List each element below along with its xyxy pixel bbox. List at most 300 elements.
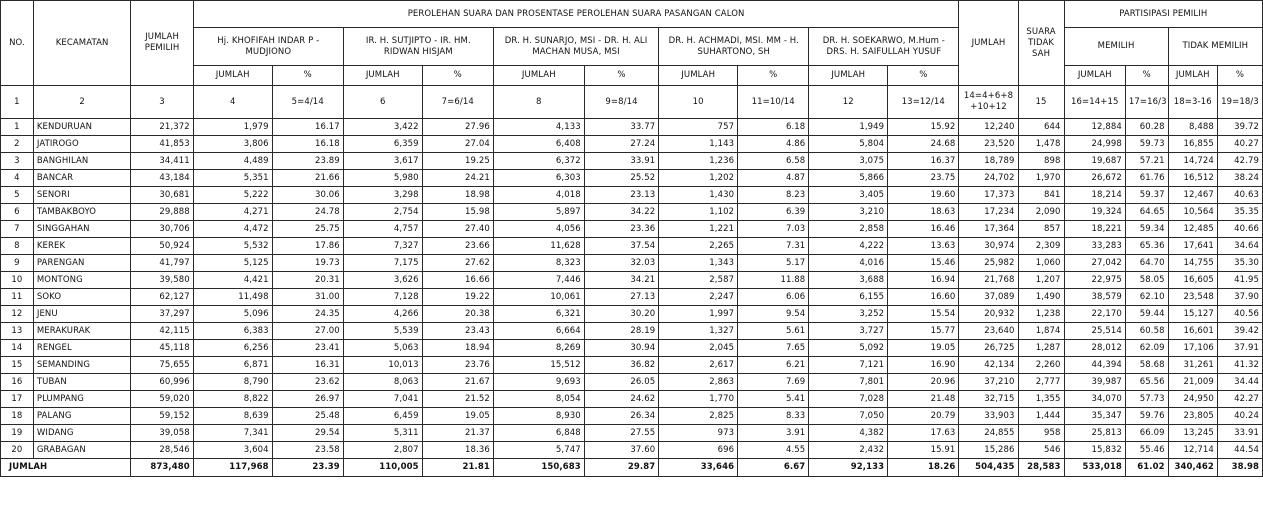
row-number-cell: 20 — [1, 442, 34, 459]
value-cell: 7,341 — [193, 425, 272, 442]
column-number-cell: 11=10/14 — [738, 86, 809, 119]
total-row — [1, 459, 1263, 477]
value-cell: 1,970 — [1018, 170, 1064, 187]
column-number-cell: 18=3-16 — [1168, 86, 1217, 119]
value-cell: 4,018 — [493, 187, 584, 204]
header-candidate-2: IR. H. SUTJIPTO - IR. HM. RIDWAN HISJAM — [343, 28, 493, 66]
value-cell: 1,202 — [659, 170, 738, 187]
value-cell: 45,118 — [131, 340, 193, 357]
value-cell: 15,127 — [1168, 306, 1217, 323]
table-row — [1, 442, 1263, 459]
value-cell: 75,655 — [131, 357, 193, 374]
value-cell: 59.37 — [1125, 187, 1168, 204]
value-cell: 24,855 — [959, 425, 1018, 442]
value-cell: 7,128 — [343, 289, 422, 306]
value-cell: 8,054 — [493, 391, 584, 408]
table-row — [1, 323, 1263, 340]
value-cell: 28,012 — [1064, 340, 1125, 357]
value-cell: 39,987 — [1064, 374, 1125, 391]
value-cell: 31.00 — [272, 289, 343, 306]
column-number-cell: 3 — [131, 86, 193, 119]
value-cell: 16.94 — [888, 272, 959, 289]
table-row — [1, 153, 1263, 170]
value-cell: 27.13 — [584, 289, 658, 306]
value-cell: 39.42 — [1217, 323, 1262, 340]
value-cell: 26.05 — [584, 374, 658, 391]
value-cell: 33.91 — [1217, 425, 1262, 442]
value-cell: 6.58 — [738, 153, 809, 170]
row-number-cell: 8 — [1, 238, 34, 255]
value-cell: 34.64 — [1217, 238, 1262, 255]
value-cell: 26.97 — [272, 391, 343, 408]
value-cell: 3,252 — [809, 306, 888, 323]
value-cell: 15,832 — [1064, 442, 1125, 459]
value-cell: 58.05 — [1125, 272, 1168, 289]
value-cell: 37.54 — [584, 238, 658, 255]
value-cell: 6,155 — [809, 289, 888, 306]
column-number-cell: 1 — [1, 86, 34, 119]
subheader-pct: % — [584, 66, 658, 86]
value-cell: 20.96 — [888, 374, 959, 391]
value-cell: 59.76 — [1125, 408, 1168, 425]
value-cell: 40.63 — [1217, 187, 1262, 204]
value-cell: 5,311 — [343, 425, 422, 442]
value-cell: 29.54 — [272, 425, 343, 442]
value-cell: 23.75 — [888, 170, 959, 187]
kecamatan-cell: PARENGAN — [33, 255, 130, 272]
value-cell: 757 — [659, 119, 738, 136]
value-cell: 24.62 — [584, 391, 658, 408]
value-cell: 32.03 — [584, 255, 658, 272]
row-number-cell: 3 — [1, 153, 34, 170]
total-value-cell: 92,133 — [809, 459, 888, 477]
value-cell: 59,152 — [131, 408, 193, 425]
value-cell: 27.00 — [272, 323, 343, 340]
value-cell: 11,628 — [493, 238, 584, 255]
kecamatan-cell: MONTONG — [33, 272, 130, 289]
value-cell: 23.36 — [584, 221, 658, 238]
value-cell: 61.76 — [1125, 170, 1168, 187]
value-cell: 16.46 — [888, 221, 959, 238]
value-cell: 6,848 — [493, 425, 584, 442]
header-tidak-memilih: TIDAK MEMILIH — [1168, 28, 1262, 66]
subheader-pct: % — [272, 66, 343, 86]
value-cell: 7,801 — [809, 374, 888, 391]
value-cell: 28,546 — [131, 442, 193, 459]
value-cell: 37.60 — [584, 442, 658, 459]
value-cell: 57.73 — [1125, 391, 1168, 408]
value-cell: 26,672 — [1064, 170, 1125, 187]
row-number-cell: 13 — [1, 323, 34, 340]
value-cell: 1,287 — [1018, 340, 1064, 357]
row-number-cell: 12 — [1, 306, 34, 323]
value-cell: 30,974 — [959, 238, 1018, 255]
value-cell: 5,897 — [493, 204, 584, 221]
value-cell: 34,411 — [131, 153, 193, 170]
value-cell: 41.32 — [1217, 357, 1262, 374]
table-row — [1, 187, 1263, 204]
value-cell: 1,430 — [659, 187, 738, 204]
value-cell: 60.28 — [1125, 119, 1168, 136]
value-cell: 6,321 — [493, 306, 584, 323]
value-cell: 23,520 — [959, 136, 1018, 153]
value-cell: 25,813 — [1064, 425, 1125, 442]
value-cell: 25.75 — [272, 221, 343, 238]
value-cell: 59.73 — [1125, 136, 1168, 153]
subheader-jumlah: JUMLAH — [493, 66, 584, 86]
value-cell: 20,932 — [959, 306, 1018, 323]
value-cell: 35.35 — [1217, 204, 1262, 221]
value-cell: 5.41 — [738, 391, 809, 408]
value-cell: 23,805 — [1168, 408, 1217, 425]
subheader-pct: % — [738, 66, 809, 86]
value-cell: 30.06 — [272, 187, 343, 204]
value-cell: 25.52 — [584, 170, 658, 187]
value-cell: 33.91 — [584, 153, 658, 170]
value-cell: 44.54 — [1217, 442, 1262, 459]
subheader-jumlah: JUMLAH — [809, 66, 888, 86]
value-cell: 3.91 — [738, 425, 809, 442]
value-cell: 23.13 — [584, 187, 658, 204]
value-cell: 4,266 — [343, 306, 422, 323]
value-cell: 18.36 — [422, 442, 493, 459]
value-cell: 1,444 — [1018, 408, 1064, 425]
subheader-pct: % — [1125, 66, 1168, 86]
table-row — [1, 170, 1263, 187]
table-row — [1, 425, 1263, 442]
kecamatan-cell: KENDURUAN — [33, 119, 130, 136]
value-cell: 6,383 — [193, 323, 272, 340]
value-cell: 3,806 — [193, 136, 272, 153]
value-cell: 5,747 — [493, 442, 584, 459]
value-cell: 65.56 — [1125, 374, 1168, 391]
value-cell: 8,822 — [193, 391, 272, 408]
value-cell: 23,640 — [959, 323, 1018, 340]
value-cell: 23.41 — [272, 340, 343, 357]
value-cell: 33.77 — [584, 119, 658, 136]
kecamatan-cell: GRABAGAN — [33, 442, 130, 459]
total-value-cell: 6.67 — [738, 459, 809, 477]
value-cell: 19,687 — [1064, 153, 1125, 170]
value-cell: 6,359 — [343, 136, 422, 153]
value-cell: 16.90 — [888, 357, 959, 374]
value-cell: 27,042 — [1064, 255, 1125, 272]
kecamatan-cell: SOKO — [33, 289, 130, 306]
value-cell: 8.23 — [738, 187, 809, 204]
value-cell: 4,757 — [343, 221, 422, 238]
value-cell: 5,980 — [343, 170, 422, 187]
column-number-cell: 8 — [493, 86, 584, 119]
value-cell: 5,092 — [809, 340, 888, 357]
table-body — [1, 86, 1263, 477]
value-cell: 36.82 — [584, 357, 658, 374]
value-cell: 44,394 — [1064, 357, 1125, 374]
table-row — [1, 272, 1263, 289]
value-cell: 1,238 — [1018, 306, 1064, 323]
column-number-cell: 17=16/3 — [1125, 86, 1168, 119]
total-value-cell: 33,646 — [659, 459, 738, 477]
value-cell: 31,261 — [1168, 357, 1217, 374]
kecamatan-cell: MERAKURAK — [33, 323, 130, 340]
value-cell: 958 — [1018, 425, 1064, 442]
value-cell: 19.60 — [888, 187, 959, 204]
value-cell: 7.03 — [738, 221, 809, 238]
value-cell: 6,664 — [493, 323, 584, 340]
row-number-cell: 14 — [1, 340, 34, 357]
value-cell: 59.44 — [1125, 306, 1168, 323]
value-cell: 18.94 — [422, 340, 493, 357]
value-cell: 1,478 — [1018, 136, 1064, 153]
value-cell: 40.24 — [1217, 408, 1262, 425]
value-cell: 33,283 — [1064, 238, 1125, 255]
value-cell: 30.20 — [584, 306, 658, 323]
column-number-cell: 16=14+15 — [1064, 86, 1125, 119]
value-cell: 42,134 — [959, 357, 1018, 374]
value-cell: 2,807 — [343, 442, 422, 459]
value-cell: 4,056 — [493, 221, 584, 238]
value-cell: 2,260 — [1018, 357, 1064, 374]
header-candidate-1: Hj. KHOFIFAH INDAR P - MUDJIONO — [193, 28, 343, 66]
value-cell: 5.61 — [738, 323, 809, 340]
value-cell: 6,871 — [193, 357, 272, 374]
value-cell: 4,133 — [493, 119, 584, 136]
value-cell: 5,539 — [343, 323, 422, 340]
value-cell: 8,639 — [193, 408, 272, 425]
value-cell: 3,422 — [343, 119, 422, 136]
value-cell: 7.69 — [738, 374, 809, 391]
value-cell: 40.27 — [1217, 136, 1262, 153]
value-cell: 7,028 — [809, 391, 888, 408]
total-value-cell: 150,683 — [493, 459, 584, 477]
value-cell: 18,221 — [1064, 221, 1125, 238]
value-cell: 21.37 — [422, 425, 493, 442]
row-number-cell: 4 — [1, 170, 34, 187]
value-cell: 5,125 — [193, 255, 272, 272]
header-candidate-3: DR. H. SUNARJO, MSI - DR. H. ALI MACHAN MUSA, MSI — [493, 28, 658, 66]
value-cell: 2,863 — [659, 374, 738, 391]
value-cell: 17.86 — [272, 238, 343, 255]
value-cell: 14,724 — [1168, 153, 1217, 170]
value-cell: 23.66 — [422, 238, 493, 255]
value-cell: 59,020 — [131, 391, 193, 408]
value-cell: 16.31 — [272, 357, 343, 374]
value-cell: 16.37 — [888, 153, 959, 170]
table-row — [1, 255, 1263, 272]
total-value-cell: 18.26 — [888, 459, 959, 477]
value-cell: 21.67 — [422, 374, 493, 391]
row-number-cell: 19 — [1, 425, 34, 442]
subheader-pct: % — [422, 66, 493, 86]
value-cell: 23.62 — [272, 374, 343, 391]
row-number-cell: 7 — [1, 221, 34, 238]
value-cell: 8,930 — [493, 408, 584, 425]
value-cell: 19,324 — [1064, 204, 1125, 221]
value-cell: 10,013 — [343, 357, 422, 374]
header-jumlah-total: JUMLAH — [959, 1, 1018, 86]
value-cell: 60.58 — [1125, 323, 1168, 340]
value-cell: 21,372 — [131, 119, 193, 136]
value-cell: 1,143 — [659, 136, 738, 153]
value-cell: 17,641 — [1168, 238, 1217, 255]
value-cell: 30,706 — [131, 221, 193, 238]
value-cell: 42.79 — [1217, 153, 1262, 170]
value-cell: 62.10 — [1125, 289, 1168, 306]
value-cell: 18.63 — [888, 204, 959, 221]
value-cell: 7,175 — [343, 255, 422, 272]
value-cell: 25.48 — [272, 408, 343, 425]
value-cell: 3,075 — [809, 153, 888, 170]
header-suara-tidak-sah: SUARA TIDAK SAH — [1018, 1, 1064, 86]
value-cell: 25,514 — [1064, 323, 1125, 340]
value-cell: 5,063 — [343, 340, 422, 357]
table-row — [1, 306, 1263, 323]
row-number-cell: 17 — [1, 391, 34, 408]
value-cell: 7.65 — [738, 340, 809, 357]
value-cell: 12,240 — [959, 119, 1018, 136]
value-cell: 62,127 — [131, 289, 193, 306]
value-cell: 898 — [1018, 153, 1064, 170]
value-cell: 23.76 — [422, 357, 493, 374]
value-cell: 7,041 — [343, 391, 422, 408]
value-cell: 16.18 — [272, 136, 343, 153]
value-cell: 6.39 — [738, 204, 809, 221]
value-cell: 24,950 — [1168, 391, 1217, 408]
value-cell: 857 — [1018, 221, 1064, 238]
subheader-jumlah: JUMLAH — [1064, 66, 1125, 86]
value-cell: 38.24 — [1217, 170, 1262, 187]
value-cell: 3,727 — [809, 323, 888, 340]
value-cell: 17,234 — [959, 204, 1018, 221]
value-cell: 19.25 — [422, 153, 493, 170]
value-cell: 15.91 — [888, 442, 959, 459]
table-row — [1, 357, 1263, 374]
value-cell: 19.05 — [888, 340, 959, 357]
value-cell: 15.77 — [888, 323, 959, 340]
value-cell: 1,343 — [659, 255, 738, 272]
header-partisipasi: PARTISIPASI PEMILIH — [1064, 1, 1262, 28]
value-cell: 16,855 — [1168, 136, 1217, 153]
value-cell: 27.40 — [422, 221, 493, 238]
value-cell: 27.62 — [422, 255, 493, 272]
value-cell: 16,512 — [1168, 170, 1217, 187]
value-cell: 1,102 — [659, 204, 738, 221]
value-cell: 12,485 — [1168, 221, 1217, 238]
value-cell: 57.21 — [1125, 153, 1168, 170]
table-row — [1, 391, 1263, 408]
value-cell: 11,498 — [193, 289, 272, 306]
kecamatan-cell: PLUMPANG — [33, 391, 130, 408]
column-number-cell: 12 — [809, 86, 888, 119]
value-cell: 55.46 — [1125, 442, 1168, 459]
value-cell: 3,405 — [809, 187, 888, 204]
value-cell: 2,090 — [1018, 204, 1064, 221]
header-row-1 — [1, 1, 1263, 28]
value-cell: 25,982 — [959, 255, 1018, 272]
value-cell: 1,997 — [659, 306, 738, 323]
value-cell: 3,688 — [809, 272, 888, 289]
kecamatan-cell: BANCAR — [33, 170, 130, 187]
value-cell: 841 — [1018, 187, 1064, 204]
value-cell: 37.91 — [1217, 340, 1262, 357]
value-cell: 18.98 — [422, 187, 493, 204]
value-cell: 21.66 — [272, 170, 343, 187]
value-cell: 6,303 — [493, 170, 584, 187]
value-cell: 8,323 — [493, 255, 584, 272]
column-number-cell: 10 — [659, 86, 738, 119]
value-cell: 8,063 — [343, 374, 422, 391]
value-cell: 26,725 — [959, 340, 1018, 357]
total-value-cell: 28,583 — [1018, 459, 1064, 477]
value-cell: 15,286 — [959, 442, 1018, 459]
row-number-cell: 1 — [1, 119, 34, 136]
value-cell: 22,975 — [1064, 272, 1125, 289]
total-value-cell: 117,968 — [193, 459, 272, 477]
total-value-cell: 38.98 — [1217, 459, 1262, 477]
value-cell: 37,089 — [959, 289, 1018, 306]
value-cell: 12,467 — [1168, 187, 1217, 204]
row-number-cell: 6 — [1, 204, 34, 221]
column-number-cell: 4 — [193, 86, 272, 119]
header-no: NO. — [1, 1, 34, 86]
kecamatan-cell: SENORI — [33, 187, 130, 204]
value-cell: 43,184 — [131, 170, 193, 187]
value-cell: 1,949 — [809, 119, 888, 136]
value-cell: 5,532 — [193, 238, 272, 255]
value-cell: 10,564 — [1168, 204, 1217, 221]
value-cell: 37,297 — [131, 306, 193, 323]
value-cell: 20.31 — [272, 272, 343, 289]
value-cell: 26.34 — [584, 408, 658, 425]
value-cell: 1,979 — [193, 119, 272, 136]
header-candidate-4: DR. H. ACHMADI, MSI. MM - H. SUHARTONO, SH — [659, 28, 809, 66]
value-cell: 3,210 — [809, 204, 888, 221]
header-memilih: MEMILIH — [1064, 28, 1168, 66]
value-cell: 35,347 — [1064, 408, 1125, 425]
value-cell: 20.38 — [422, 306, 493, 323]
value-cell: 15.54 — [888, 306, 959, 323]
value-cell: 1,327 — [659, 323, 738, 340]
value-cell: 7.31 — [738, 238, 809, 255]
value-cell: 19.73 — [272, 255, 343, 272]
value-cell: 4,222 — [809, 238, 888, 255]
subheader-jumlah: JUMLAH — [193, 66, 272, 86]
value-cell: 64.70 — [1125, 255, 1168, 272]
row-number-cell: 10 — [1, 272, 34, 289]
column-number-row — [1, 86, 1263, 119]
value-cell: 973 — [659, 425, 738, 442]
value-cell: 6.18 — [738, 119, 809, 136]
column-number-cell: 7=6/14 — [422, 86, 493, 119]
value-cell: 15.98 — [422, 204, 493, 221]
column-number-cell: 5=4/14 — [272, 86, 343, 119]
value-cell: 38,579 — [1064, 289, 1125, 306]
value-cell: 8,488 — [1168, 119, 1217, 136]
value-cell: 59.34 — [1125, 221, 1168, 238]
kecamatan-cell: TAMBAKBOYO — [33, 204, 130, 221]
value-cell: 8,790 — [193, 374, 272, 391]
value-cell: 6,372 — [493, 153, 584, 170]
value-cell: 4,016 — [809, 255, 888, 272]
value-cell: 50,924 — [131, 238, 193, 255]
value-cell: 37.90 — [1217, 289, 1262, 306]
kecamatan-cell: SEMANDING — [33, 357, 130, 374]
value-cell: 34.22 — [584, 204, 658, 221]
value-cell: 6,408 — [493, 136, 584, 153]
column-number-cell: 14=4+6+8 +10+12 — [959, 86, 1018, 119]
value-cell: 40.56 — [1217, 306, 1262, 323]
table-row — [1, 136, 1263, 153]
table-row — [1, 238, 1263, 255]
